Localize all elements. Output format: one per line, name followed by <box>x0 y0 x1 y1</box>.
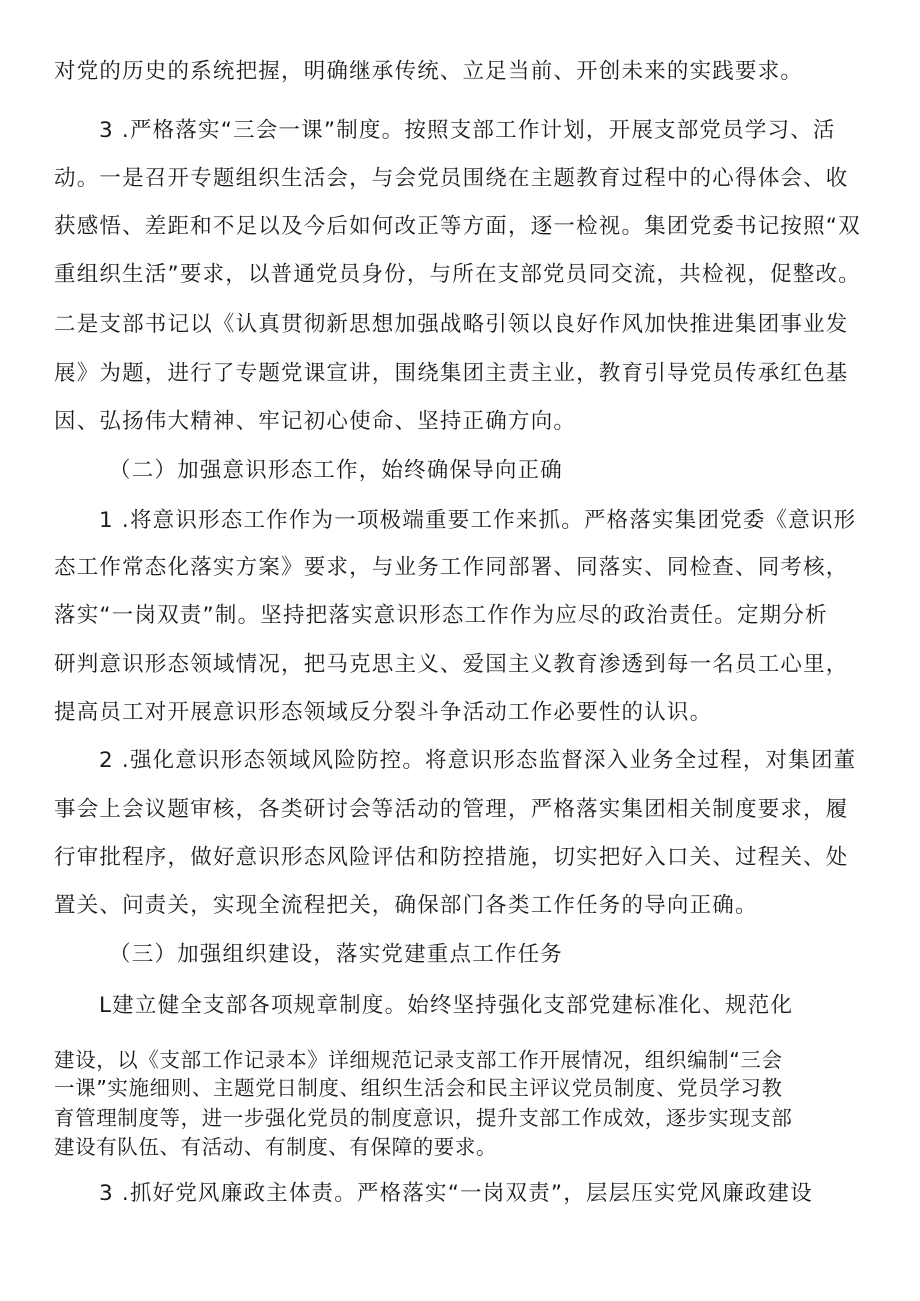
text-line: 1 .将意识形态工作作为一项极端重要工作来抓。严格落实集团党委《意识形 <box>99 508 857 533</box>
text-line: 3 .严格落实“三会一课”制度。按照支部工作计划，开展支部党员学习、活 <box>99 118 836 143</box>
text-line: 获感悟、差距和不足以及今后如何改正等方面，逐一检视。集团党委书记按照“双 <box>54 214 861 239</box>
text-line: 置关、问责关，实现全流程把关，确保部门各类工作任务的导向正确。 <box>54 893 758 918</box>
section-heading: （二）加强意识形态工作，始终确保导向正确 <box>109 458 564 483</box>
text-line: 展》为题，进行了专题党课宣讲，围绕集团主责主业，教育引导党员传承红色基 <box>54 361 849 386</box>
text-line: 重组织生活”要求，以普通党员身份，与所在支部党员同交流，共检视，促整改。 <box>54 262 861 287</box>
text-line: 事会上会议题审核，各类研讨会等活动的管理，严格落实集团相关制度要求，履 <box>54 797 849 822</box>
text-line: 行审批程序，做好意识形态风险评估和防控措施，切实把好入口关、过程关、处 <box>54 845 849 870</box>
text-line: 二是支部书记以《认真贯彻新思想加强战略引领以良好作风加快推进集团事业发 <box>54 312 849 337</box>
text-line: 提高员工对开展意识形态领域反分裂斗争活动工作必要性的认识。 <box>54 700 713 725</box>
text-line: L建立健全支部各项规章制度。始终坚持强化支部党建标准化、规范化 <box>99 993 794 1018</box>
text-line: 育管理制度等，进一步强化党员的制度意识，提升支部工作成效，逐步实现支部 <box>54 1106 793 1130</box>
text-line: 建设有队伍、有活动、有制度、有保障的要求。 <box>54 1135 498 1159</box>
text-line: 因、弘扬伟大精神、牢记初心使命、坚持正确方向。 <box>54 409 577 434</box>
text-line: 建设，以《支部工作记录本》详细规范记录支部工作开展情况，组织编制“三会 <box>54 1048 783 1072</box>
text-line: 2 .强化意识形态领域风险防控。将意识形态监督深入业务全过程，对集团董 <box>99 748 857 773</box>
text-line: 动。一是召开专题组织生活会，与会党员围绕在主题教育过程中的心得体会、收 <box>54 166 849 191</box>
text-line: 3 .抓好党风廉政主体责。严格落实“一岗双责”，层层压实党风廉政建设 <box>99 1181 813 1206</box>
text-line: 落实“一岗双责”制。坚持把落实意识形态工作作为应尽的政治责任。定期分析 <box>54 603 828 628</box>
text-line: 一课”实施细则、主题党日制度、组织生活会和民主评议党员制度、党员学习教 <box>54 1076 783 1100</box>
text-line: 研判意识形态领域情况，把马克思主义、爱国主义教育渗透到每一名员工心里， <box>54 652 849 677</box>
text-line: 对党的历史的系统把握，明确继承传统、立足当前、开创未来的实践要求。 <box>54 59 804 84</box>
text-line: 态工作常态化落实方案》要求，与业务工作同部署、同落实、同检查、同考核， <box>54 555 849 580</box>
section-heading: （三）加强组织建设，落实党建重点工作任务 <box>109 942 564 967</box>
